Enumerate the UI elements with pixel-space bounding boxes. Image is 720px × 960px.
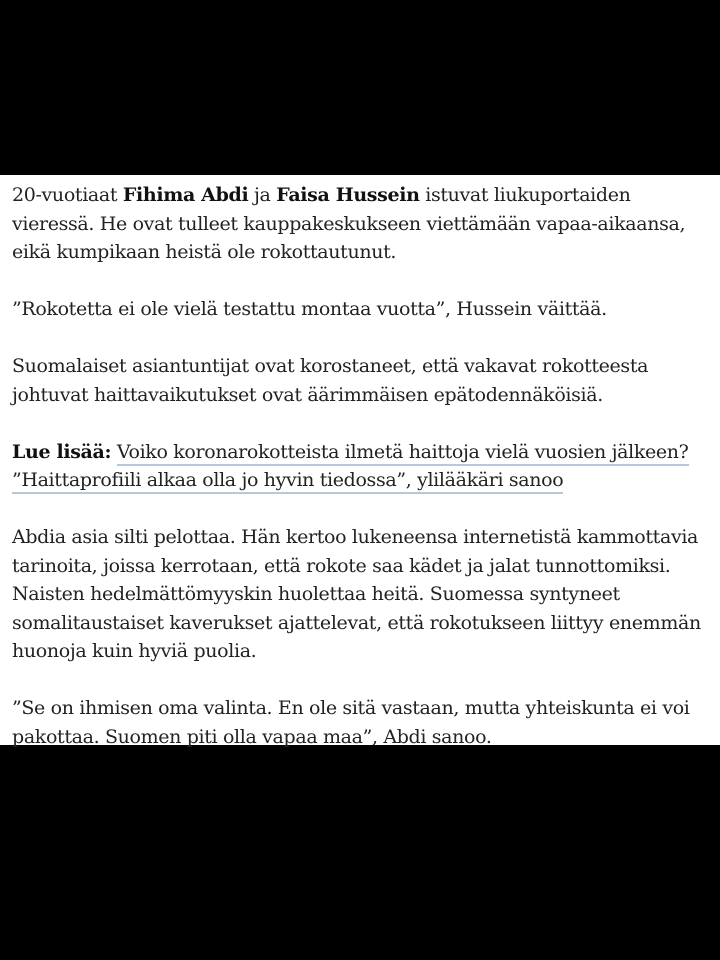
paragraph-4 [12,523,712,666]
paragraph-3-line-1: Suomalaiset asiantuntijat ovat korostaneet, että vakavat rokotteesta [12,355,649,377]
read-more-link-line-2[interactable]: ”Haittaprofiili alkaa olla jo hyvin tiedossa”, ylilääkäri sanoo [12,469,563,494]
text-segment: 20-vuotiaat [12,184,123,206]
text-segment: istuvat liukuportaiden [419,184,631,206]
paragraph-2 [12,295,712,324]
read-more-line-2 [12,466,712,495]
paragraph-1-line-2: vieressä. He ovat tulleet kauppakeskukseen viettämään vapaa-aikaansa, [12,212,686,235]
paragraph-3-line-2: johtuvat haittavaikutukset ovat äärimmäisen epätodennäköisiä. [12,383,603,406]
paragraph-2-line-1: ”Rokotetta ei ole vielä testattu montaa vuotta”, Hussein väittää. [12,298,607,320]
person-name-hussein: Faisa Hussein [276,184,420,206]
paragraph-4-line-1: Abdia asia silti pelottaa. Hän kertoo lukeneensa internetistä kammottavia [12,526,699,548]
paragraph-4-line-4: somalitaustaiset kaverukset ajattelevat, että rokotukseen liittyy enemmän [12,611,701,634]
read-more-link-line-1[interactable]: Voiko koronarokotteista ilmetä haittoja vielä vuosien jälkeen? [117,441,689,466]
read-more-label: Lue lisää: [12,440,112,463]
read-more-line-1 [12,438,712,467]
text-segment: ja [248,184,277,206]
paragraph-5-line-1: ”Se on ihmisen oma valinta. En ole sitä vastaan, mutta yhteiskunta ei voi [12,697,690,719]
paragraph-1-line-3: eikä kumpikaan heistä ole rokottautunut. [12,241,397,263]
paragraph-gap [12,666,712,695]
paragraph-gap [12,495,712,524]
paragraph-5 [12,694,712,751]
paragraph-4-line-5: huonoja kuin hyviä puolia. [12,640,257,662]
article-panel [0,175,720,748]
paragraph-5-line-2: pakottaa. Suomen piti olla vapaa maa”, Abdi sanoo. [12,725,492,748]
read-more-block [12,438,712,495]
paragraph-gap [12,409,712,438]
paragraph-gap [12,267,712,296]
paragraph-4-line-3: Naisten hedelmättömyyskin huolettaa heitä. Suomessa syntyneet [12,583,620,605]
paragraph-gap [12,324,712,353]
paragraph-1-line-1 [12,181,712,210]
article-body [12,181,712,751]
paragraph-3 [12,352,712,409]
paragraph-4-line-2: tarinoita, joissa kerrotaan, että rokote saa kädet ja jalat tunnottomiksi. [12,554,671,577]
person-name-abdi: Fihima Abdi [122,184,249,206]
paragraph-1 [12,181,712,267]
